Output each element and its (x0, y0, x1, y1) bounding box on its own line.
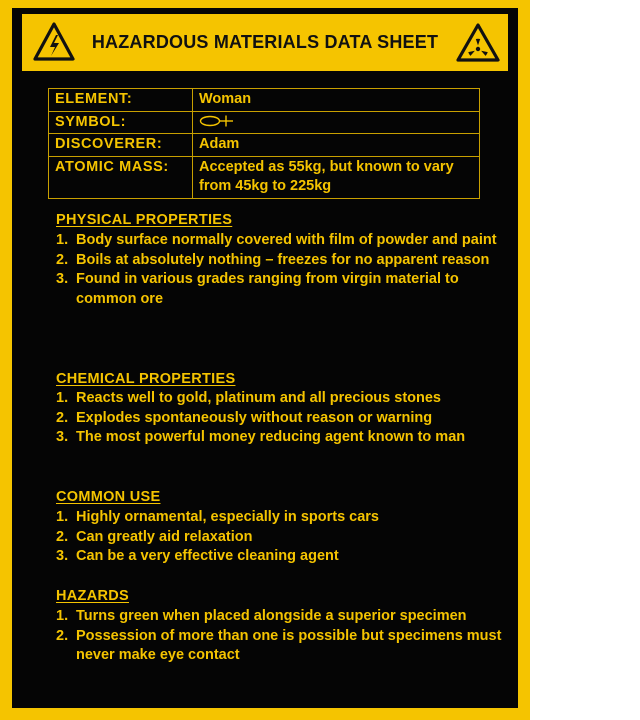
page-title: HAZARDOUS MATERIALS DATA SHEET (91, 32, 439, 52)
list-item: 1. Reacts well to gold, platinum and all precious stones (56, 390, 441, 406)
info-row-symbol (49, 111, 480, 134)
list-item: 2. Boils at absolutely nothing – freezes for no apparent reason (56, 251, 490, 268)
list-item: 3. Found in various grades ranging from virgin material to common ore (56, 271, 459, 307)
list-item: 2. Explodes spontaneously without reason or warning (56, 409, 433, 426)
list-item: 1. Highly ornamental, especially in sports cars (56, 509, 379, 525)
info-value: Adam (193, 134, 480, 157)
info-label: SYMBOL: (49, 111, 193, 134)
chemical-properties-list (56, 389, 506, 448)
female-oval-plus-symbol-icon (199, 114, 235, 128)
section-title-chemical: CHEMICAL PROPERTIES (56, 371, 236, 387)
info-label: ATOMIC MASS: (49, 156, 193, 198)
header-banner (22, 14, 508, 71)
physical-properties-list (56, 231, 506, 309)
info-value: Woman (193, 89, 480, 112)
radiation-warning-icon (455, 22, 501, 64)
section-title-physical: PHYSICAL PROPERTIES (56, 212, 233, 228)
list-item: 3. The most powerful money reducing agent known to man (56, 429, 466, 445)
info-value: Accepted as 55kg, but known to vary from 45kg to 225kg (193, 156, 480, 198)
info-label: ELEMENT: (49, 89, 193, 112)
info-row-discoverer (49, 134, 480, 157)
list-item: 1. Body surface normally covered with film of powder and paint (56, 232, 497, 248)
section-title-common-use: COMMON USE (56, 489, 161, 505)
common-use-list (56, 508, 506, 567)
list-item: 2. Can greatly aid relaxation (56, 528, 253, 545)
info-label: DISCOVERER: (49, 134, 193, 157)
section-title-hazards: HAZARDS (56, 588, 129, 604)
info-row-element (49, 89, 480, 112)
list-item: 1. Turns green when placed alongside a superior specimen (56, 608, 467, 624)
info-value (193, 111, 480, 134)
data-sheet-panel (12, 8, 518, 708)
info-row-atomic-mass (49, 156, 480, 198)
element-info-table (48, 88, 480, 199)
list-item: 3. Can be a very effective cleaning agent (56, 548, 339, 564)
list-item: 2. Possession of more than one is possible but specimens must never make eye contact (56, 627, 502, 663)
hazards-list (56, 607, 506, 666)
